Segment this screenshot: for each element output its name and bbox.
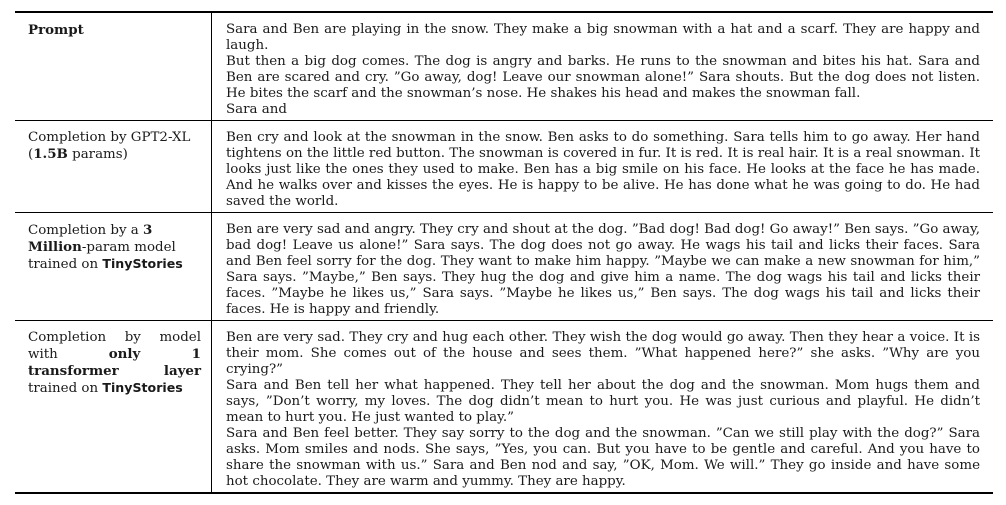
label-text: Completion by a [28,223,144,238]
paragraph: Ben are very sad and angry. They cry and shout at the dog. ”Bad dog! Bad dog! Go away!” Ben says. ”Go away, bad dog! Leave us alone!” Sara says. The dog does not go away. He wags his tail and licks their faces. Sara and Ben feel sorry for the dog. They want to make him happy. ”Maybe we can make a new snowman for him,” Sara says. ”Maybe,” Ben says. They hug the dog and give him a name. The dog wags his tail and licks their faces. ”Maybe he likes us,” Sara says. ”Maybe he likes us,” Ben says. The dog wags his tail and licks their faces. He is happy and friendly. [226,222,980,317]
prompt-text [212,13,993,120]
row-label-1-layer-model [15,321,211,492]
label-bold: only 1 transformer layer [28,346,201,379]
paragraph: Sara and Ben feel better. They say sorry to the dog and the snowman. ”Can we still play with the dog?” Sara asks. Mom smiles and nods. She says, ”Yes, you can. But you have to be gentle and careful. And you have to share the snowman with us.” Sara and Ben nod and say, ”OK, Mom. We will.” They go inside and have some hot chocolate. They are warm and yummy. They are happy. [226,426,980,489]
row-label-gpt2xl [15,121,211,212]
paragraph: But then a big dog comes. The dog is angry and barks. He runs to the snowman and bites his hat. Sara and Ben are scared and cry. ”Go away, dog! Leave our snowman alone!” Sara shouts. But the dog does not listen. He bites the scarf and the snowman’s nose. He shakes his head and makes the snowman fall. [226,54,980,101]
prompt-label: Prompt [28,22,84,38]
label-bold: 3 Million [28,222,153,255]
comparison-table [15,11,993,494]
table-row-gpt2xl [15,121,993,212]
label-text: params) [67,147,128,162]
1-layer-model-completion [212,321,993,492]
label-text: Completion by GPT2-XL ( [28,130,191,162]
paragraph: Sara and Ben are playing in the snow. They make a big snowman with a hat and a scarf. They are happy and laugh. [226,22,980,53]
3m-model-completion [212,213,993,320]
table-row-3m-model [15,213,993,320]
paragraph: Ben cry and look at the snowman in the snow. Ben asks to do something. Sara tells him to go away. Her hand tightens on the little red button. The snowman is covered in fur. It is red. It is real hair. It is a real snowman. It looks just like the ones they used to make. Ben has a big smile on his face. He looks at the face he has made. And he walks over and kisses the eyes. He is happy to be alive. He has done what he was going to do. He had saved the world. [226,130,980,209]
label-text: -param model trained on [28,240,176,272]
gpt2xl-completion [212,121,993,212]
row-label-3m-model [15,213,211,320]
label-text: Completion by model with [28,330,201,362]
paragraph: Sara and [226,102,287,117]
table-row-prompt [15,13,993,120]
table-row-1-layer-model [15,321,993,492]
dataset-name: TinyStories [102,256,183,271]
label-text: trained on [28,381,103,396]
row-label-prompt [15,13,211,120]
label-bold: 1.5B [33,146,68,162]
dataset-name: TinyStories [102,380,183,395]
paragraph: Sara and Ben tell her what happened. They tell her about the dog and the snowman. Mom hugs them and says, ”Don’t worry, my loves. The dog didn’t mean to hurt you. He was just curious and playful. He didn’t mean to hurt you. He just wanted to play.” [226,378,980,425]
paragraph: Ben are very sad. They cry and hug each other. They wish the dog would go away. Then they hear a voice. It is their mom. She comes out of the house and sees them. ”What happened here?” she asks. ”Why are you crying?” [226,330,980,377]
bottom-rule [15,492,993,494]
